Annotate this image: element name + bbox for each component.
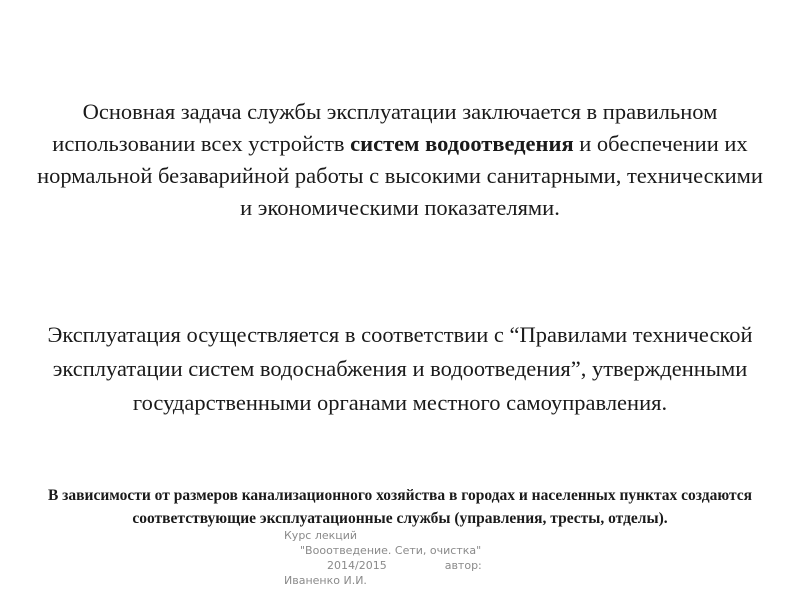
- footer-author-name: Иваненко И.И.: [284, 574, 367, 587]
- footer-author-label: автор:: [444, 559, 482, 572]
- main-task-paragraph: [30, 96, 770, 224]
- operation-rules-paragraph: Эксплуатация осуществляется в соответствии с “Правилами технической эксплуатации систем водоснабжения и водоотведения”, утвержденными государственными органами местного самоуправления.: [47, 322, 753, 415]
- footer-year: 2014/2015: [327, 559, 387, 572]
- footer-course-subject: "Вооотведение. Сети, очистка": [300, 544, 482, 557]
- main-task-text-2: и обеспечении их нормальной безаварийной работы с высокими санитарными, техническими и экономическими показателями.: [37, 131, 763, 220]
- main-task-bold-term: систем водоотведения: [350, 131, 574, 156]
- footer-course-title: Курс лекций: [284, 529, 358, 542]
- main-task-text-1: Основная задача службы эксплуатации заключается в правильном использовании всех устройств: [52, 99, 718, 156]
- course-footer: [250, 528, 580, 588]
- services-paragraph: В зависимости от размеров канализационного хозяйства в городах и населенных пунктах создаются соответствующие эксплуатационные службы (управления, тресты, отделы).: [47, 487, 753, 527]
- footer-year-author: [250, 558, 580, 573]
